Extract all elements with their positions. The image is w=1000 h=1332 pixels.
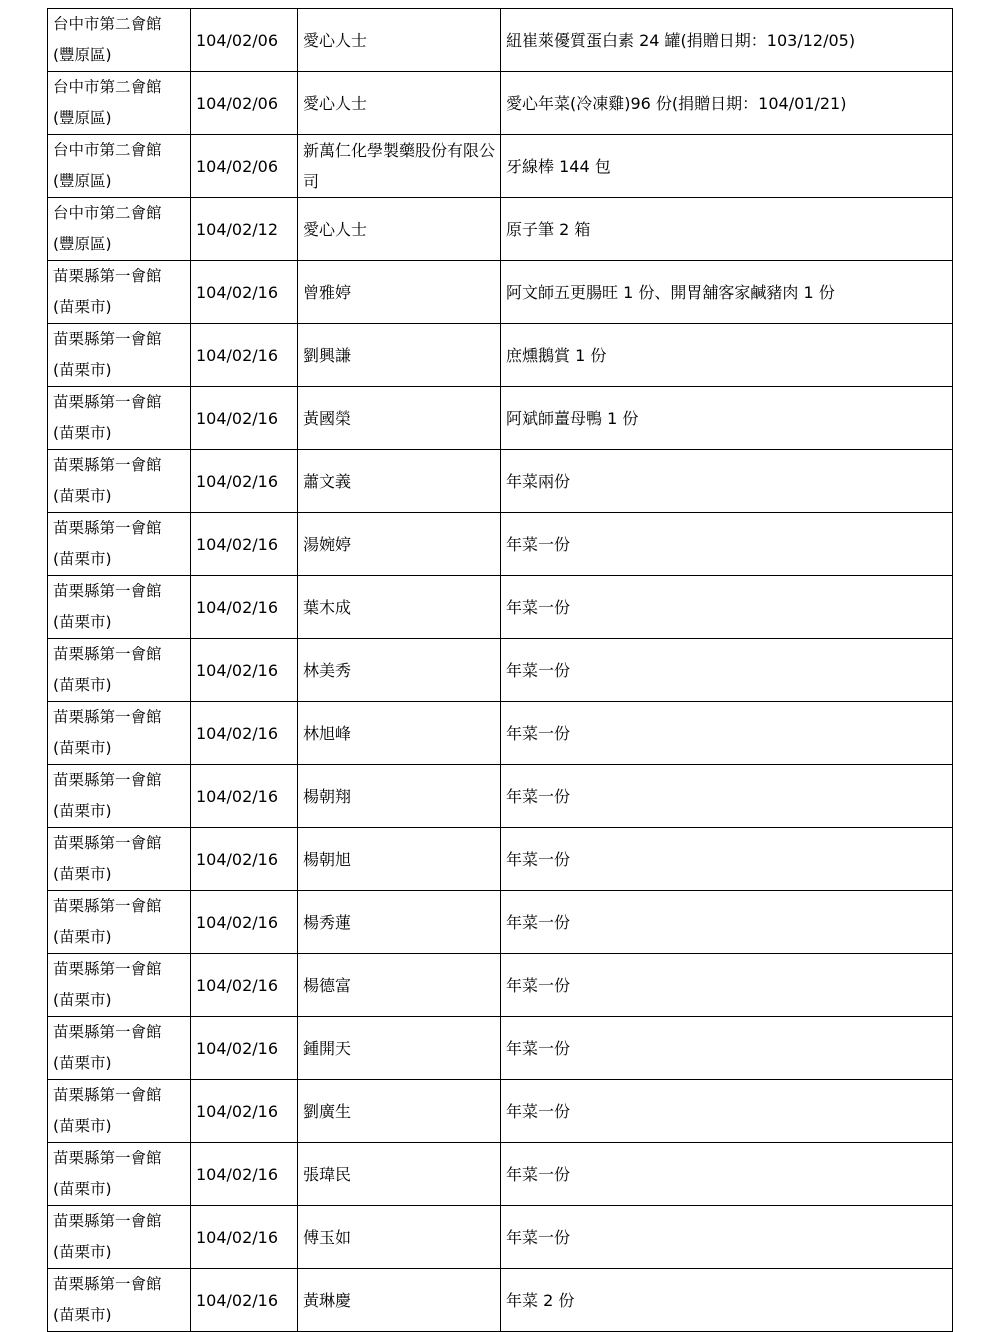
venue-district: (苗栗市) (53, 1180, 112, 1198)
date-cell: 104/02/16 (191, 954, 298, 1017)
date-cell: 104/02/16 (191, 513, 298, 576)
venue-district: (苗栗市) (53, 676, 112, 694)
venue-district: (苗栗市) (53, 928, 112, 946)
donor-cell: 曾雅婷 (298, 261, 501, 324)
venue-name: 台中市第二會館 (53, 141, 162, 159)
venue-name: 台中市第二會館 (53, 15, 162, 33)
donor-cell: 葉木成 (298, 576, 501, 639)
table-row (48, 1206, 953, 1269)
donation-item-cell: 年菜 2 份 (501, 1269, 953, 1332)
donation-item-cell: 年菜一份 (501, 954, 953, 1017)
venue-district: (苗栗市) (53, 865, 112, 883)
table-row (48, 387, 953, 450)
venue-district: (豐原區) (53, 46, 112, 64)
donor-cell: 劉廣生 (298, 1080, 501, 1143)
date-cell: 104/02/16 (191, 1206, 298, 1269)
table-row (48, 1017, 953, 1080)
donation-item-cell: 阿斌師薑母鴨 1 份 (501, 387, 953, 450)
venue-name: 苗栗縣第一會館 (53, 1149, 162, 1167)
venue-cell (48, 72, 191, 135)
venue-district: (豐原區) (53, 172, 112, 190)
venue-cell (48, 513, 191, 576)
donor-cell: 黃琳慶 (298, 1269, 501, 1332)
table-row (48, 891, 953, 954)
venue-cell (48, 639, 191, 702)
date-cell: 104/02/16 (191, 828, 298, 891)
donor-cell: 林旭峰 (298, 702, 501, 765)
donor-cell: 張瑋民 (298, 1143, 501, 1206)
table-row (48, 1269, 953, 1332)
table-row (48, 1080, 953, 1143)
venue-name: 苗栗縣第一會館 (53, 834, 162, 852)
venue-cell (48, 1206, 191, 1269)
donor-cell: 黃國榮 (298, 387, 501, 450)
date-cell: 104/02/16 (191, 324, 298, 387)
venue-cell (48, 387, 191, 450)
table-row (48, 198, 953, 261)
donor-cell: 愛心人士 (298, 9, 501, 72)
venue-district: (苗栗市) (53, 1054, 112, 1072)
table-row (48, 513, 953, 576)
venue-name: 苗栗縣第一會館 (53, 582, 162, 600)
venue-name: 苗栗縣第一會館 (53, 1212, 162, 1230)
venue-cell (48, 891, 191, 954)
venue-cell (48, 9, 191, 72)
donation-item-cell: 年菜一份 (501, 1143, 953, 1206)
donor-cell: 愛心人士 (298, 198, 501, 261)
table-row (48, 450, 953, 513)
venue-name: 苗栗縣第一會館 (53, 456, 162, 474)
table-row (48, 576, 953, 639)
table-row (48, 765, 953, 828)
date-cell: 104/02/16 (191, 1143, 298, 1206)
date-cell: 104/02/16 (191, 576, 298, 639)
date-cell: 104/02/16 (191, 1269, 298, 1332)
donation-item-cell: 年菜一份 (501, 1206, 953, 1269)
venue-district: (苗栗市) (53, 613, 112, 631)
venue-name: 苗栗縣第一會館 (53, 267, 162, 285)
venue-cell (48, 198, 191, 261)
venue-district: (苗栗市) (53, 1306, 112, 1324)
donor-cell: 楊朝翔 (298, 765, 501, 828)
venue-district: (苗栗市) (53, 298, 112, 316)
venue-cell (48, 261, 191, 324)
venue-name: 苗栗縣第一會館 (53, 519, 162, 537)
venue-district: (苗栗市) (53, 1243, 112, 1261)
donation-item-cell: 年菜一份 (501, 1080, 953, 1143)
table-row (48, 324, 953, 387)
donor-cell: 林美秀 (298, 639, 501, 702)
date-cell: 104/02/06 (191, 135, 298, 198)
date-cell: 104/02/16 (191, 891, 298, 954)
donation-table (47, 8, 953, 1332)
donation-item-cell: 年菜一份 (501, 513, 953, 576)
donor-cell: 傅玉如 (298, 1206, 501, 1269)
venue-cell (48, 324, 191, 387)
venue-district: (苗栗市) (53, 550, 112, 568)
venue-district: (豐原區) (53, 109, 112, 127)
venue-district: (苗栗市) (53, 802, 112, 820)
venue-name: 苗栗縣第一會館 (53, 1275, 162, 1293)
date-cell: 104/02/16 (191, 1080, 298, 1143)
donor-cell: 鍾開天 (298, 1017, 501, 1080)
donor-cell: 劉興謙 (298, 324, 501, 387)
donation-item-cell: 年菜一份 (501, 891, 953, 954)
donor-cell: 蕭文義 (298, 450, 501, 513)
donor-cell: 楊朝旭 (298, 828, 501, 891)
venue-name: 苗栗縣第一會館 (53, 393, 162, 411)
venue-name: 台中市第二會館 (53, 78, 162, 96)
venue-cell (48, 1017, 191, 1080)
venue-district: (苗栗市) (53, 991, 112, 1009)
donation-item-cell: 年菜一份 (501, 576, 953, 639)
donation-item-cell: 年菜一份 (501, 765, 953, 828)
donor-cell: 湯婉婷 (298, 513, 501, 576)
donation-item-cell: 年菜一份 (501, 1017, 953, 1080)
venue-name: 苗栗縣第一會館 (53, 1023, 162, 1041)
donation-item-cell: 年菜兩份 (501, 450, 953, 513)
table-row (48, 261, 953, 324)
table-row (48, 828, 953, 891)
venue-name: 苗栗縣第一會館 (53, 645, 162, 663)
table-row (48, 1143, 953, 1206)
venue-cell (48, 702, 191, 765)
donation-item-cell: 年菜一份 (501, 702, 953, 765)
venue-name: 苗栗縣第一會館 (53, 330, 162, 348)
donation-item-cell: 原子筆 2 箱 (501, 198, 953, 261)
venue-cell (48, 1269, 191, 1332)
venue-cell (48, 765, 191, 828)
venue-name: 苗栗縣第一會館 (53, 708, 162, 726)
venue-cell (48, 1143, 191, 1206)
venue-district: (苗栗市) (53, 424, 112, 442)
date-cell: 104/02/16 (191, 450, 298, 513)
donor-cell: 愛心人士 (298, 72, 501, 135)
venue-name: 苗栗縣第一會館 (53, 897, 162, 915)
donor-cell: 楊德富 (298, 954, 501, 1017)
table-row (48, 639, 953, 702)
date-cell: 104/02/16 (191, 639, 298, 702)
donation-item-cell: 年菜一份 (501, 639, 953, 702)
table-row (48, 954, 953, 1017)
table-row (48, 72, 953, 135)
table-row (48, 135, 953, 198)
venue-district: (苗栗市) (53, 1117, 112, 1135)
venue-cell (48, 1080, 191, 1143)
date-cell: 104/02/16 (191, 1017, 298, 1080)
venue-district: (苗栗市) (53, 739, 112, 757)
venue-name: 苗栗縣第一會館 (53, 1086, 162, 1104)
donation-item-cell: 愛心年菜(冷凍雞)96 份(捐贈日期：104/01/21) (501, 72, 953, 135)
venue-name: 苗栗縣第一會館 (53, 960, 162, 978)
donation-item-cell: 庶燻鵝賞 1 份 (501, 324, 953, 387)
venue-district: (豐原區) (53, 235, 112, 253)
date-cell: 104/02/16 (191, 702, 298, 765)
date-cell: 104/02/06 (191, 9, 298, 72)
venue-cell (48, 828, 191, 891)
venue-cell (48, 954, 191, 1017)
donation-item-cell: 紐崔萊優質蛋白素 24 罐(捐贈日期：103/12/05) (501, 9, 953, 72)
donation-table-body (48, 9, 953, 1332)
date-cell: 104/02/06 (191, 72, 298, 135)
date-cell: 104/02/16 (191, 261, 298, 324)
donation-item-cell: 阿文師五更腸旺 1 份、開胃舖客家鹹豬肉 1 份 (501, 261, 953, 324)
venue-district: (苗栗市) (53, 361, 112, 379)
date-cell: 104/02/16 (191, 387, 298, 450)
donation-item-cell: 牙線棒 144 包 (501, 135, 953, 198)
venue-cell (48, 576, 191, 639)
venue-name: 苗栗縣第一會館 (53, 771, 162, 789)
donor-cell: 新萬仁化學製藥股份有限公司 (298, 135, 501, 198)
date-cell: 104/02/12 (191, 198, 298, 261)
venue-cell (48, 450, 191, 513)
donation-item-cell: 年菜一份 (501, 828, 953, 891)
table-row (48, 9, 953, 72)
venue-name: 台中市第二會館 (53, 204, 162, 222)
venue-cell (48, 135, 191, 198)
table-row (48, 702, 953, 765)
date-cell: 104/02/16 (191, 765, 298, 828)
donor-cell: 楊秀蓮 (298, 891, 501, 954)
venue-district: (苗栗市) (53, 487, 112, 505)
